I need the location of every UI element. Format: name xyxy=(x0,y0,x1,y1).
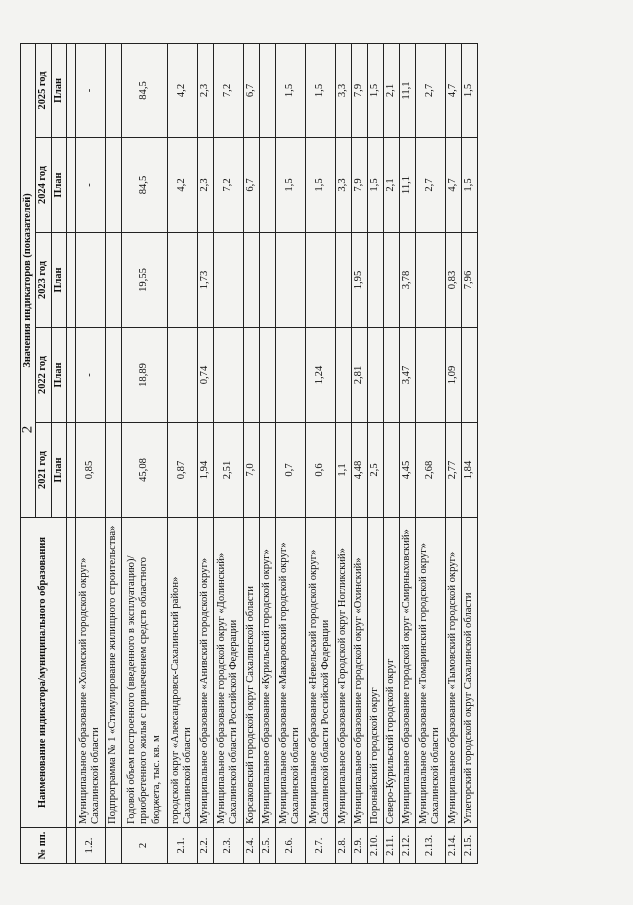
value-cell: - xyxy=(75,138,105,233)
value-cell xyxy=(259,138,275,233)
value-cell xyxy=(415,328,445,423)
value-cell: 4,45 xyxy=(399,423,415,518)
row-number: 2.15. xyxy=(461,828,477,864)
value-cell: 19,55 xyxy=(121,233,167,328)
indicator-name: Муниципальное образование «Томаринский городской округ» Сахалинской области xyxy=(415,518,445,828)
indicator-name: Муниципальное образование «Городской округ Ногликский» xyxy=(335,518,351,828)
row-number: 2.6. xyxy=(275,828,305,864)
table-row xyxy=(121,43,167,863)
value-cell xyxy=(367,328,383,423)
value-cell xyxy=(335,233,351,328)
table-row xyxy=(383,43,399,863)
row-number: 2.2. xyxy=(197,828,213,864)
value-cell xyxy=(415,233,445,328)
value-cell: - xyxy=(75,43,105,137)
column-index-row xyxy=(66,43,75,863)
value-cell: 6,7 xyxy=(243,43,259,137)
value-cell: 4,2 xyxy=(167,43,197,137)
year-header: 2023 год xyxy=(36,233,51,328)
plan-header: План xyxy=(51,423,66,518)
indicator-name: Поронайский городской округ xyxy=(367,518,383,828)
value-cell: 1,94 xyxy=(197,423,213,518)
value-cell: 3,78 xyxy=(399,233,415,328)
table-row xyxy=(75,43,105,863)
table-row xyxy=(461,43,477,863)
value-cell: 0,83 xyxy=(445,233,461,328)
value-cell xyxy=(275,328,305,423)
value-cell: 1,5 xyxy=(461,43,477,137)
value-cell: 4,2 xyxy=(167,138,197,233)
value-cell xyxy=(243,233,259,328)
value-cell: 7,96 xyxy=(461,233,477,328)
row-number: 2.7. xyxy=(305,828,335,864)
value-cell: 18,89 xyxy=(121,328,167,423)
plan-header: План xyxy=(51,138,66,233)
row-number: 2.13. xyxy=(415,828,445,864)
row-number: 2 xyxy=(121,828,167,864)
value-cell: 0,74 xyxy=(197,328,213,423)
value-cell xyxy=(213,233,243,328)
page-number: 2 xyxy=(19,425,36,434)
plan-header: План xyxy=(51,43,66,137)
row-number: 2.3. xyxy=(213,828,243,864)
indicator-name: Муниципальное образование городской округ «Долинский» Сахалинской области Российской Федерации xyxy=(213,518,243,828)
value-cell xyxy=(461,328,477,423)
row-number: 1.2. xyxy=(75,828,105,864)
indicator-name: Корсаковский городской округ Сахалинской области xyxy=(243,518,259,828)
year-header: 2025 год xyxy=(36,43,51,137)
value-cell xyxy=(105,233,121,328)
table-row xyxy=(367,43,383,863)
value-cell: 11,1 xyxy=(399,138,415,233)
value-cell: 1,95 xyxy=(351,233,367,328)
table-row xyxy=(259,43,275,863)
table-row xyxy=(105,43,121,863)
value-cell: 2,3 xyxy=(197,43,213,137)
value-cell: 1,5 xyxy=(275,138,305,233)
value-cell: 45,08 xyxy=(121,423,167,518)
value-cell: 7,2 xyxy=(213,43,243,137)
year-header: 2022 год xyxy=(36,328,51,423)
indicator-table-rotated xyxy=(20,44,583,864)
row-number: 2.14. xyxy=(445,828,461,864)
value-cell xyxy=(105,328,121,423)
value-cell: 1,5 xyxy=(367,43,383,137)
col-name-header: Наименование индикатора/муниципального образования xyxy=(21,518,67,828)
value-cell: 3,47 xyxy=(399,328,415,423)
value-cell xyxy=(383,423,399,518)
indicator-name: Муниципальное образование городской округ «Смирныховский» xyxy=(399,518,415,828)
value-cell: 1,5 xyxy=(305,138,335,233)
value-cell: 2,5 xyxy=(367,423,383,518)
value-cell: 2,3 xyxy=(197,138,213,233)
indicator-name: Муниципальное образование «Анивский городской округ» xyxy=(197,518,213,828)
indicator-name: городской округ «Александровск-Сахалинский район» Сахалинской области xyxy=(167,518,197,828)
indicator-name: Муниципальное образование «Курильский городской округ» xyxy=(259,518,275,828)
value-cell: 0,87 xyxy=(167,423,197,518)
value-cell xyxy=(259,233,275,328)
year-header: 2024 год xyxy=(36,138,51,233)
value-cell: 1,5 xyxy=(305,43,335,137)
table-row xyxy=(213,43,243,863)
row-number: 2.11. xyxy=(383,828,399,864)
value-cell: 1,1 xyxy=(335,423,351,518)
value-cell xyxy=(105,423,121,518)
table-row xyxy=(351,43,367,863)
row-number: 2.9. xyxy=(351,828,367,864)
value-cell xyxy=(259,423,275,518)
value-cell xyxy=(167,328,197,423)
value-cell xyxy=(259,43,275,137)
row-number: 2.5. xyxy=(259,828,275,864)
value-cell xyxy=(259,328,275,423)
value-cell: 0,6 xyxy=(305,423,335,518)
value-cell: 2,1 xyxy=(383,43,399,137)
value-cell: 2,51 xyxy=(213,423,243,518)
value-cell: 0,7 xyxy=(275,423,305,518)
table-row xyxy=(305,43,335,863)
value-cell xyxy=(105,138,121,233)
value-cell: 1,5 xyxy=(275,43,305,137)
row-number xyxy=(105,828,121,864)
value-cell: 2,7 xyxy=(415,43,445,137)
value-cell: 11,1 xyxy=(399,43,415,137)
table-row xyxy=(415,43,445,863)
table-row xyxy=(167,43,197,863)
value-cell xyxy=(383,328,399,423)
row-number: 2.12. xyxy=(399,828,415,864)
value-cell: 7,2 xyxy=(213,138,243,233)
value-cell: 4,7 xyxy=(445,43,461,137)
value-cell: 0,85 xyxy=(75,423,105,518)
col-num-header: № пп. xyxy=(21,828,67,864)
value-cell: 1,5 xyxy=(461,138,477,233)
value-cell xyxy=(243,328,259,423)
value-cell: 84,5 xyxy=(121,138,167,233)
value-cell xyxy=(213,328,243,423)
indicator-name: Северо-Курильский городской округ xyxy=(383,518,399,828)
subprogram-title: Подпрограмма № 1 «Стимулирование жилищного строительства» xyxy=(105,518,121,828)
value-cell xyxy=(305,233,335,328)
value-cell: 2,7 xyxy=(415,138,445,233)
table-row xyxy=(335,43,351,863)
row-number: 2.4. xyxy=(243,828,259,864)
header-row-top xyxy=(21,43,36,863)
value-cell: 7,9 xyxy=(351,138,367,233)
value-cell: 84,5 xyxy=(121,43,167,137)
plan-header: План xyxy=(51,328,66,423)
value-cell: 2,1 xyxy=(383,138,399,233)
table-row xyxy=(197,43,213,863)
plan-header: План xyxy=(51,233,66,328)
indicator-name: Муниципальное образование «Невельский городской округ» Сахалинской области Российской Федерации xyxy=(305,518,335,828)
value-cell xyxy=(275,233,305,328)
indicator-table xyxy=(20,43,478,864)
indicator-name: Муниципальное образование «Тымовский городской округ» xyxy=(445,518,461,828)
row-number: 2.1. xyxy=(167,828,197,864)
value-cell: 6,7 xyxy=(243,138,259,233)
value-cell xyxy=(105,43,121,137)
table-row xyxy=(445,43,461,863)
value-cell: 4,7 xyxy=(445,138,461,233)
value-cell: 3,3 xyxy=(335,138,351,233)
value-cell: - xyxy=(75,328,105,423)
indicator-name: Муниципальное образование городской округ «Охинский» xyxy=(351,518,367,828)
value-cell: 2,81 xyxy=(351,328,367,423)
table-row xyxy=(275,43,305,863)
value-cell xyxy=(75,233,105,328)
value-cell: 3,3 xyxy=(335,43,351,137)
value-cell: 1,24 xyxy=(305,328,335,423)
indicator-name: Муниципальное образование «Макаровский городской округ» Сахалинской области xyxy=(275,518,305,828)
table-row xyxy=(243,43,259,863)
value-cell: 1,5 xyxy=(367,138,383,233)
year-header: 2021 год xyxy=(36,423,51,518)
indicator-name: Муниципальное образование «Холмский городской округ» Сахалинской области xyxy=(75,518,105,828)
value-cell: 1,84 xyxy=(461,423,477,518)
value-cell: 2,68 xyxy=(415,423,445,518)
row-number: 2.10. xyxy=(367,828,383,864)
indicator-name: Углегорский городской округ Сахалинской области xyxy=(461,518,477,828)
value-cell xyxy=(367,233,383,328)
value-cell: 7,0 xyxy=(243,423,259,518)
value-cell xyxy=(383,233,399,328)
values-group-header: Значения индикаторов (показателей) xyxy=(21,43,36,517)
value-cell: 2,77 xyxy=(445,423,461,518)
value-cell: 1,09 xyxy=(445,328,461,423)
value-cell: 1,73 xyxy=(197,233,213,328)
value-cell xyxy=(167,233,197,328)
value-cell: 7,9 xyxy=(351,43,367,137)
value-cell: 4,48 xyxy=(351,423,367,518)
value-cell xyxy=(335,328,351,423)
row-number: 2.8. xyxy=(335,828,351,864)
table-row xyxy=(399,43,415,863)
indicator-name: Годовой объем построенного (введенного в эксплуатацию)/приобретенного жилья с привлечением средств областного бюджета, тыс. кв. м xyxy=(121,518,167,828)
